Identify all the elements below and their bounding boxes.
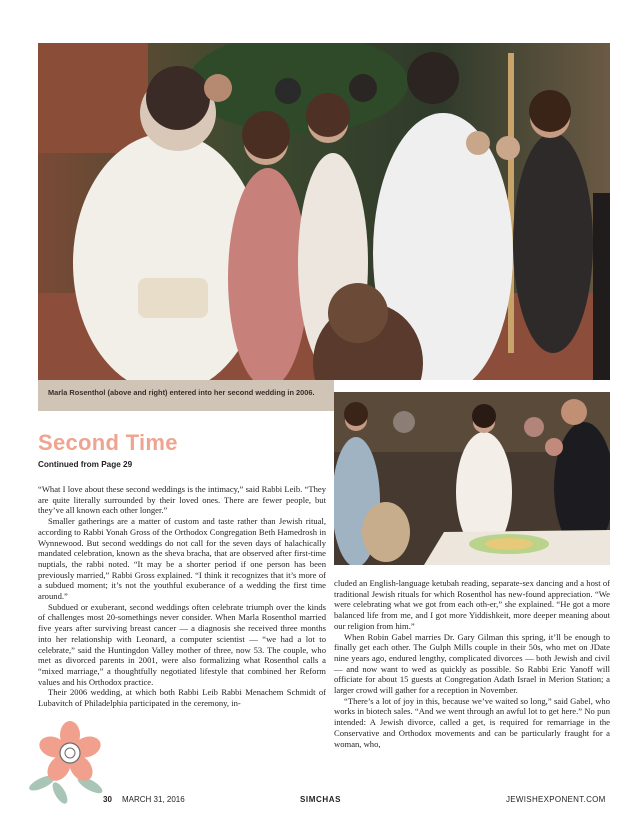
paragraph: When Robin Gabel marries Dr. Gary Gilman this spring, it’ll be enough to finally get each other. The Gulph Mills couple in their 50s, who met on JDate nine years ago, endured lengthy, complicated divorces — both Jewish and civil — and now want to wed as quickly as possible. So Rabbi Eric Yanoff will officiate for about 15 guests at Congregation Adath Israel in Merion Station; a larger crowd will gather for a reception in November. bbox=[334, 631, 610, 696]
article-column-right bbox=[334, 578, 610, 749]
continued-from-label: Continued from Page 29 bbox=[38, 460, 133, 469]
wedding-photo-main bbox=[38, 43, 610, 380]
article-column-left bbox=[38, 484, 326, 709]
section-name: SIMCHAS bbox=[300, 795, 342, 804]
website-url: JEWISHEXPONENT.COM bbox=[506, 795, 606, 804]
paragraph: cluded an English-language ketubah reading, separate-sex dancing and a host of traditional Jewish rituals for which Rosenthol has new-found appreciation. “We were celebrating what we got from each oth-er,” she explained. “He got a more balanced life from me, and I got more Yiddishkeit, more deeper meaning about our religion from him.” bbox=[334, 578, 610, 631]
photo-caption: Marla Rosenthol (above and right) entered into her second wedding in 2006. bbox=[48, 388, 315, 397]
paragraph: Subdued or exuberant, second weddings often celebrate triumph over the kinds of challenges most 20-somethings never consider. When Marla Rosenthol married five years after surviving breast cancer — a diagnosis she received three months into her relationship with Leonard, a computer scientist — “we had a lot to celebrate,” said the Huntingdon Valley mother of three, now 53. The couple, who met as divorced parents in 2001, were also formalizing what Rosenthol calls a “mixed marriage,” a thoughtfully negotiated lifestyle that combined her Reform values and his Orthodox practice. bbox=[38, 601, 326, 687]
issue-date: MARCH 31, 2016 bbox=[122, 795, 185, 804]
caption-gap bbox=[334, 380, 610, 392]
page-number: 30 bbox=[103, 795, 112, 804]
paragraph: “There’s a lot of joy in this, because we’ve waited so long,” said Gabel, who works in biotech sales. “And we went through an awful lot to get here.” No pun intended: A Jewish divorce, called a get, is required for remarriage in the Conservative and Orthodox movements and can be particularly fraught for a woman, who, bbox=[334, 695, 610, 749]
wedding-photo-secondary bbox=[334, 392, 610, 565]
paragraph: “What I love about these second weddings is the intimacy,” said Rabbi Leib. “They are quite literally surrounded by their loved ones. There are fewer people, but they’ve all known each other longer.” bbox=[38, 484, 326, 516]
article-headline: Second Time bbox=[38, 430, 178, 455]
paragraph: Smaller gatherings are a matter of custom and taste rather than Jewish ritual, according to Rabbi Yonah Gross of the Orthodox Congregation Beth Hamedrosh in Wynnewood. But second weddings do not call for the seven days of halachically mandated celebration, known as the sheva bracha, that are observed after first-time nuptials, the rabbi noted. “It may be a shorter period if one person has been previously married,” Rabbi Gross explained. “I think it recognizes that it’s more of a subdued moment; it’s not the youthful exuberance of a wedding the first time around.” bbox=[38, 516, 326, 602]
paragraph: Their 2006 wedding, at which both Rabbi Leib Rabbi Menachem Schmidt of Lubavitch of Philadelphia participated in the ceremony, in- bbox=[38, 687, 326, 709]
flower-ornament-icon bbox=[22, 715, 112, 805]
